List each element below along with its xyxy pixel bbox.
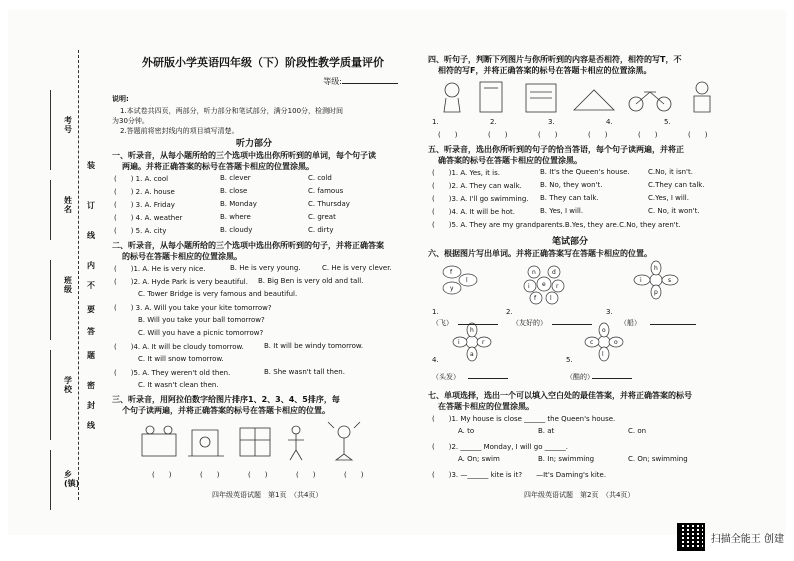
- flower-letter: h: [470, 327, 474, 334]
- q6-number: 3.: [606, 308, 613, 316]
- q2-option: B. She wasn't tall then.: [264, 368, 345, 376]
- q5-item: ( )3. A. I'll go swimming.: [432, 195, 529, 203]
- note-1b: 为30分钟。: [112, 117, 149, 125]
- q6-answer-line[interactable]: [650, 324, 696, 325]
- q7-option: A. On; swim: [458, 455, 500, 463]
- petal-flower-4: [466, 336, 478, 348]
- q3-pictures: [138, 420, 378, 466]
- flower-letter: l: [602, 351, 604, 358]
- petal-flower-3: [650, 274, 662, 286]
- flower-letter: r: [556, 283, 559, 290]
- flower-letter: a: [470, 351, 474, 358]
- q2-item: ( ) 3. A. Will you take your kite tomorrow?: [114, 304, 272, 312]
- q3-blank[interactable]: ( ): [344, 471, 364, 479]
- q4-number: 2.: [490, 118, 497, 126]
- q4-picture-1: [445, 83, 459, 97]
- field-xuexiao: 学校: [64, 376, 72, 394]
- flower-letter: i: [640, 277, 642, 284]
- q1-option-c: C. Thursday: [308, 200, 350, 208]
- seal-char: 答: [87, 327, 95, 336]
- q6-hint: （酷的）: [566, 373, 594, 381]
- q4-number: 1.: [432, 118, 439, 126]
- page-footer: 四年级英语试题 第1页 （共4页）: [212, 491, 323, 499]
- q1-option-c: C. great: [308, 213, 336, 221]
- note-1: 1.本试卷共四页，两部分，听力部分和笔试部分，满分100分，检测时间: [120, 107, 344, 115]
- q1-option-c: C. dirty: [308, 226, 334, 234]
- q6-number: 1.: [432, 308, 439, 316]
- q4-number: 4.: [606, 118, 613, 126]
- flower-letter: n: [532, 269, 536, 276]
- q4-blank[interactable]: ( ): [538, 131, 558, 139]
- q2-instructions-2: 的标号在答题卡相应的位置涂黑。: [122, 252, 242, 261]
- q5-item: ( )1. A. Yes, it is.: [432, 169, 500, 177]
- flower-letter: i: [528, 283, 530, 290]
- q4-blank[interactable]: ( ): [588, 131, 608, 139]
- q4-instructions-2: 相符的写F，并将正确答案的标号在答题卡相应的位置涂黑。: [438, 66, 652, 75]
- q6-instructions: 六、根据图片写出单词。并将正确答案写在答题卡相应的位置。: [428, 249, 652, 258]
- q5-item: ( )5. A. They are my grandparents.B.Yes, they are.C.No, they aren't.: [432, 221, 681, 229]
- q1-item: ( ) 1. A. cool: [114, 175, 169, 183]
- flower-letter: o: [602, 327, 606, 334]
- q1-item: ( ) 3. A. Friday: [114, 201, 175, 209]
- q4-blank[interactable]: ( ): [438, 131, 458, 139]
- q7-item: ( )2. ______ Monday, I will go ______.: [432, 443, 568, 451]
- flower-letter: d: [552, 269, 556, 276]
- q3-blank[interactable]: ( ): [200, 471, 220, 479]
- q5-instructions: 五、听录音，选出你所听到的句子的恰当答语，每个句子读两遍，并将正: [428, 145, 684, 154]
- q7-instructions-2: 在答题卡相应的位置涂黑。: [438, 402, 534, 411]
- seal-char: 密: [87, 381, 95, 390]
- right-page: [428, 50, 728, 520]
- q5-instructions-2: 确答案的标号在答题卡相应的位置涂黑。: [438, 156, 582, 165]
- q2-option: B. He is very young.: [230, 264, 301, 272]
- q6-flowers: [434, 260, 724, 370]
- notes-title: 说明:: [112, 95, 129, 103]
- q3-instructions: 三、听录音，用阿拉伯数字给图片排序1、2、3、4、5排序，每: [112, 395, 340, 404]
- flower-letter: l: [466, 277, 468, 284]
- seal-line: [78, 50, 79, 500]
- flower-letter: r: [482, 339, 485, 346]
- q4-picture-6: [696, 82, 708, 94]
- q6-hint: （友好的）: [512, 319, 547, 327]
- seal-char: 不: [87, 281, 95, 290]
- petal-flower-5: [598, 336, 610, 348]
- page-title: 外研版小学英语四年级（下）阶段性教学质量评价: [142, 56, 384, 69]
- grade-field: 等级:: [323, 76, 398, 87]
- flower-letter: p: [654, 289, 658, 296]
- q5-option: C.No, it isn't.: [648, 168, 693, 176]
- seal-char: 内: [87, 261, 95, 270]
- q2-item: ( )4. A. It will be cloudy tomorrow.: [114, 343, 244, 351]
- q6-answer-line[interactable]: [592, 378, 632, 379]
- q7-option: C. on: [628, 427, 647, 435]
- q6-answer-line[interactable]: [458, 324, 498, 325]
- q2-item: ( )2. A. Hyde Park is very beautiful.: [114, 278, 248, 286]
- flower-letter: c: [590, 339, 594, 346]
- q6-number: 4.: [432, 356, 439, 364]
- flower-letter: y: [450, 285, 454, 292]
- field-xiangzhen: 乡(镇): [64, 470, 80, 488]
- grade-blank: [342, 83, 398, 84]
- flower-letter: i: [458, 339, 460, 346]
- listening-section-title: 听力部分: [236, 139, 273, 149]
- q5-item: ( )4. A. It will be hot.: [432, 208, 515, 216]
- q2-option: C. It will snow tomorrow.: [138, 355, 224, 363]
- note-2: 2.答题前将密封线内的项目填写清楚。: [120, 127, 239, 135]
- q2-option: B. It will be windy tomorrow.: [264, 342, 364, 350]
- scanner-watermark: [677, 523, 784, 551]
- flower-letter: f: [450, 269, 453, 276]
- q2-option: B. Will you take your ball tomorrow?: [138, 316, 265, 324]
- q1-item: ( ) 2. A. house: [114, 188, 175, 196]
- left-page: [108, 50, 418, 520]
- flower-letter: f: [534, 295, 537, 302]
- q5-option: C.Yes, I will.: [648, 194, 689, 202]
- field-banji: 班级: [64, 276, 72, 294]
- page-footer: 四年级英语试题 第2页 （共4页）: [524, 491, 635, 499]
- q5-option: B. Yes, I will.: [540, 207, 584, 215]
- q4-blank[interactable]: ( ): [688, 131, 708, 139]
- q1-item: ( ) 4. A. weather: [114, 214, 183, 222]
- q6-hint: （头发）: [432, 373, 460, 381]
- q1-option-b: B. cloudy: [220, 226, 253, 234]
- q2-option: C. Will you have a picnic tomorrow?: [138, 329, 264, 337]
- picture-2: [188, 430, 224, 456]
- q6-answer-line[interactable]: [468, 378, 508, 379]
- seal-char: 要: [87, 305, 95, 314]
- q1-option-b: B. where: [220, 213, 251, 221]
- q1-option-c: C. cold: [308, 174, 332, 182]
- seal-char: 线: [87, 231, 95, 240]
- qr-code-icon: [677, 523, 705, 551]
- q7-option: B. In; swimming: [538, 455, 595, 463]
- q5-option: C. No, it won't.: [648, 207, 700, 215]
- q4-number: 5.: [664, 118, 671, 126]
- q3-blank[interactable]: ( ): [296, 471, 316, 479]
- seal-char: 线: [87, 421, 95, 430]
- q7-item: ( )1. My house is close ______ the Queen's house.: [432, 415, 616, 423]
- q7-option: B. at: [538, 427, 555, 435]
- binding-margin: [46, 50, 102, 520]
- scanner-label: 扫描全能王 创建: [710, 533, 784, 545]
- q4-instructions: 四、听句子，判断下列图片与你所听到的内容是否相符，相符的写T，不: [428, 55, 682, 64]
- q2-option: C. He is very clever.: [322, 264, 392, 272]
- q1-option-b: B. Monday: [220, 200, 257, 208]
- q2-item: ( )5. A. They weren't old then.: [114, 369, 231, 377]
- q4-picture-2: [480, 82, 502, 112]
- seal-char: 封: [87, 401, 95, 410]
- q2-option: B. Big Ben is very old and tall.: [258, 277, 364, 285]
- q4-blank[interactable]: ( ): [638, 131, 658, 139]
- q6-number: 2.: [506, 308, 513, 316]
- flower-letter: l: [550, 295, 552, 302]
- q3-blank[interactable]: ( ): [248, 471, 268, 479]
- q1-option-b: B. clever: [220, 174, 251, 182]
- picture-4: [292, 426, 300, 434]
- q5-item: ( )2. A. They can walk.: [432, 182, 522, 190]
- q6-hint: （飞）: [432, 319, 453, 327]
- q1-instructions: 一、听录音，从每小题所给的三个选项中选出你所听到的单词，每个句子读: [112, 151, 376, 160]
- picture-5: [338, 426, 350, 438]
- q1-item: ( ) 5. A. city: [114, 227, 167, 235]
- field-xingming: 姓名: [64, 196, 72, 214]
- q4-number: 3.: [548, 118, 555, 126]
- q3-blank[interactable]: ( ): [152, 471, 172, 479]
- q1-instructions-2: 两遍。并将正确答案的标号在答题卡相应的位置涂黑。: [122, 162, 314, 171]
- q4-blank[interactable]: ( ): [488, 131, 508, 139]
- writing-section-title: 笔试部分: [552, 237, 589, 247]
- field-kaohao: 考号: [64, 116, 72, 134]
- exam-sheet: [8, 10, 786, 535]
- q7-option: A. to: [458, 427, 475, 435]
- q5-option: B. They can talk.: [540, 194, 599, 202]
- q5-option: B. It's the Queen's house.: [540, 168, 630, 176]
- q2-item: ( )1. A. He is very nice.: [114, 265, 206, 273]
- q6-hint: （船）: [620, 319, 641, 327]
- q2-option: C. It wasn't clean then.: [138, 381, 219, 389]
- seal-char: 装: [87, 161, 95, 170]
- q3-instructions-2: 个句子读两遍，并将正确答案的标号在答题卡相应的位置。: [122, 406, 330, 415]
- q5-option: C.They can talk.: [648, 181, 705, 189]
- picture-1: [142, 434, 176, 456]
- seal-char: 订: [87, 201, 95, 210]
- flower-letter: s: [668, 277, 672, 284]
- q7-instructions: 七、单项选择，选出一个可以填入空白处的最佳答案，并将正确答案的标号: [428, 391, 692, 400]
- q4-pictures: [434, 78, 724, 116]
- q6-number: 5.: [566, 356, 573, 364]
- q6-answer-line[interactable]: [552, 324, 592, 325]
- flower-letter: o: [614, 339, 618, 346]
- q1-option-b: B. close: [220, 187, 248, 195]
- q2-instructions: 二、听录音，从每小题所给的三个选项中选出你所听到的句子，并将正确答案: [112, 241, 384, 250]
- q1-option-c: C. famous: [308, 187, 344, 195]
- q7-option: C. On; swimming: [628, 455, 688, 463]
- seal-char: 题: [87, 351, 95, 360]
- q7-item: ( )3. —______ kite is it? —It's Daming's kite.: [432, 471, 607, 479]
- q4-picture-4: [574, 90, 614, 110]
- flower-letter: e: [542, 281, 546, 288]
- q5-option: B. No, they won't.: [540, 181, 603, 189]
- flower-letter: h: [654, 265, 658, 272]
- q2-option: C. Tower Bridge is very famous and beautiful.: [138, 290, 298, 298]
